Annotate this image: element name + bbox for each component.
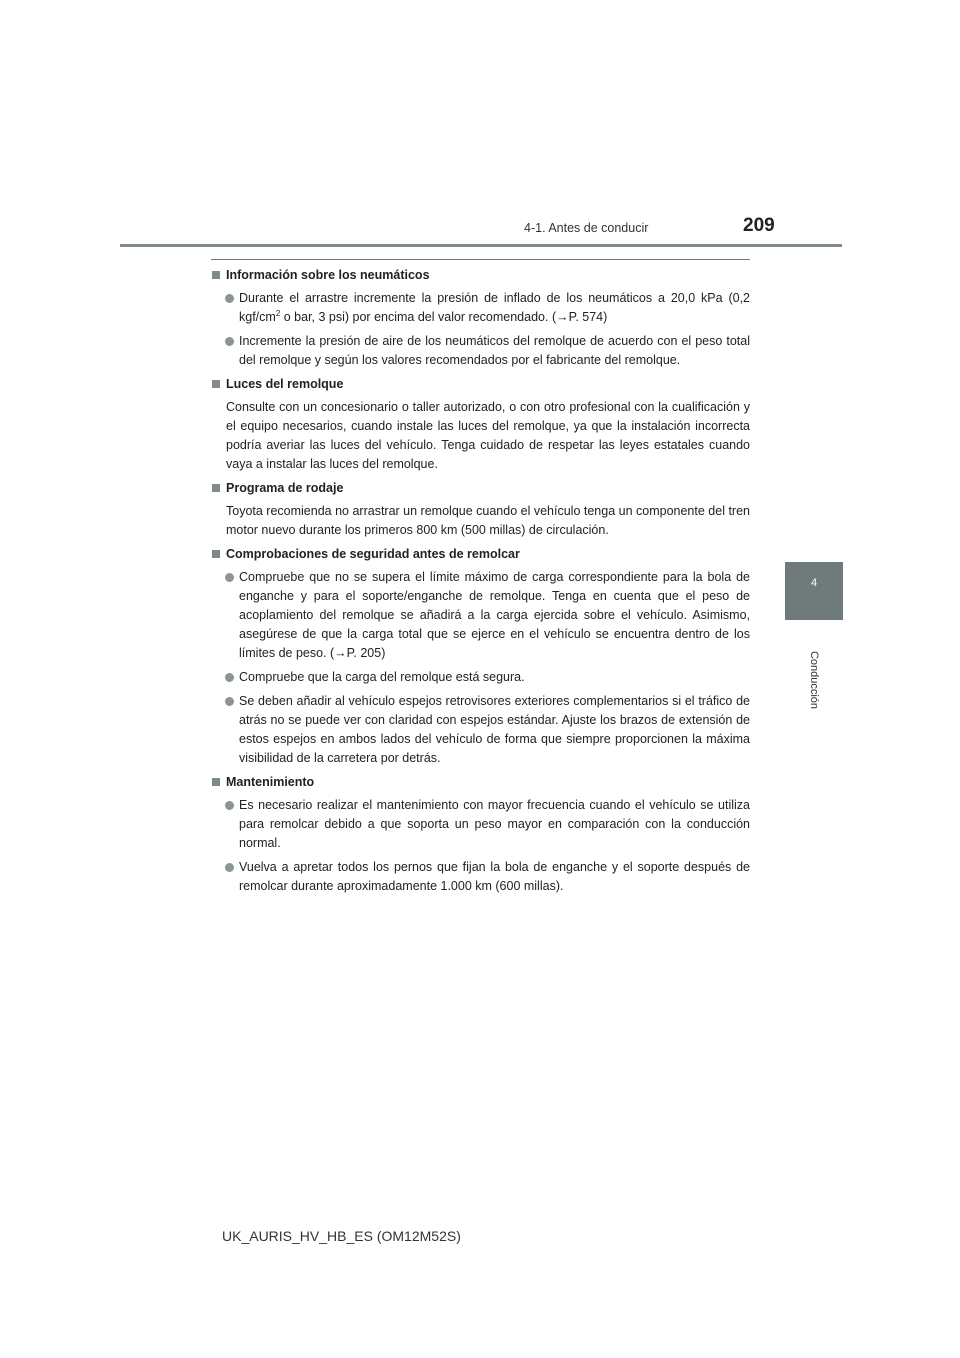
square-bullet-icon (212, 271, 220, 279)
round-bullet-icon (225, 801, 234, 810)
bullet-item (211, 568, 750, 663)
superscript: 2 (275, 308, 281, 318)
content-rule (211, 259, 750, 260)
bullet-text: Incremente la presión de aire de los neumáticos del remolque de acuerdo con el peso total del remolque y según los valores recomendados por el fabricante del remolque. (239, 334, 750, 367)
header-section-title: 4-1. Antes de conducir (524, 221, 649, 235)
round-bullet-icon (225, 697, 234, 706)
side-tab-label (785, 620, 843, 740)
bullet-item (211, 858, 750, 896)
section (211, 375, 750, 474)
square-bullet-icon (212, 380, 220, 388)
bullet-text: Durante el arrastre incremente la presión de inflado de los neumáticos a 20,0 kPa (0,2 kgf/cm (239, 291, 750, 324)
bullet-text: Compruebe que la carga del remolque está segura. (239, 670, 525, 684)
section-paragraph: Consulte con un concesionario o taller autorizado, o con otro profesional con la cualificación y el equipo necesarios, cuando instale las luces del remolque, ya que la instalación incorrecta podría averiar las luces del vehículo. Tenga cuidado de respetar las leyes estatales cuando vaya a instalar las luces del remolque. (226, 400, 750, 471)
section-title (211, 773, 750, 792)
round-bullet-icon (225, 294, 234, 303)
bullet-text: Se deben añadir al vehículo espejos retrovisores exteriores complementarios si el tráfico de atrás no se puede ver con claridad con espejos estándar. Ajuste los brazos de extensión de estos espejos en ambos lados del vehículo de forma que siempre proporcionen la máxima visibilidad de la carretera por detrás. (239, 694, 750, 765)
square-bullet-icon (212, 550, 220, 558)
footer-code: UK_AURIS_HV_HB_ES (OM12M52S) (222, 1228, 461, 1244)
header-rule (120, 244, 842, 247)
side-tab-number: 4 (785, 562, 843, 620)
bullet-item (211, 692, 750, 768)
bullet-text: Es necesario realizar el mantenimiento con mayor frecuencia cuando el vehículo se utiliza para remolcar debido a que soporta un peso mayor en comparación con la conducción normal. (239, 798, 750, 850)
round-bullet-icon (225, 573, 234, 582)
section-paragraph: Toyota recomienda no arrastrar un remolque cuando el vehículo tenga un componente del tren motor nuevo durante los primeros 800 km (500 millas) de circulación. (226, 504, 750, 537)
section-title-text: Luces del remolque (226, 377, 344, 391)
bullet-text: Vuelva a apretar todos los pernos que fijan la bola de enganche y el soporte después de remolcar durante aproximadamente 1.000 km (600 millas). (239, 860, 750, 893)
content (211, 266, 750, 901)
section (211, 479, 750, 540)
bullet-text: Compruebe que no se supera el límite máximo de carga correspondiente para la bola de enganche y para el soporte/enganche de remolque. Tenga en cuenta que el peso de acoplamiento del remolque se añadirá a la carga ejercida sobre el vehículo. Asimismo, asegúrese de que la carga total que se ejerce en el vehículo se encuentra dentro de los límites de peso. (→P. 205) (239, 570, 750, 660)
section-title-text: Comprobaciones de seguridad antes de remolcar (226, 547, 520, 561)
section-title-text: Mantenimiento (226, 775, 315, 789)
square-bullet-icon (212, 778, 220, 786)
bullet-item (211, 289, 750, 327)
section (211, 773, 750, 896)
section-title (211, 266, 750, 285)
section (211, 266, 750, 370)
section (211, 545, 750, 768)
round-bullet-icon (225, 337, 234, 346)
round-bullet-icon (225, 863, 234, 872)
page-number: 209 (743, 215, 775, 236)
section-title-text: Información sobre los neumáticos (226, 268, 430, 282)
section-title (211, 375, 750, 394)
bullet-text: o bar, 3 psi) por encima del valor recomendado. (→P. 574) (280, 310, 608, 324)
bullet-item (211, 668, 750, 687)
section-title (211, 479, 750, 498)
bullet-item (211, 796, 750, 853)
round-bullet-icon (225, 673, 234, 682)
square-bullet-icon (212, 484, 220, 492)
bullet-item (211, 332, 750, 370)
section-title (211, 545, 750, 564)
side-tab-label-text: Conducción (808, 650, 820, 710)
section-title-text: Programa de rodaje (226, 481, 344, 495)
